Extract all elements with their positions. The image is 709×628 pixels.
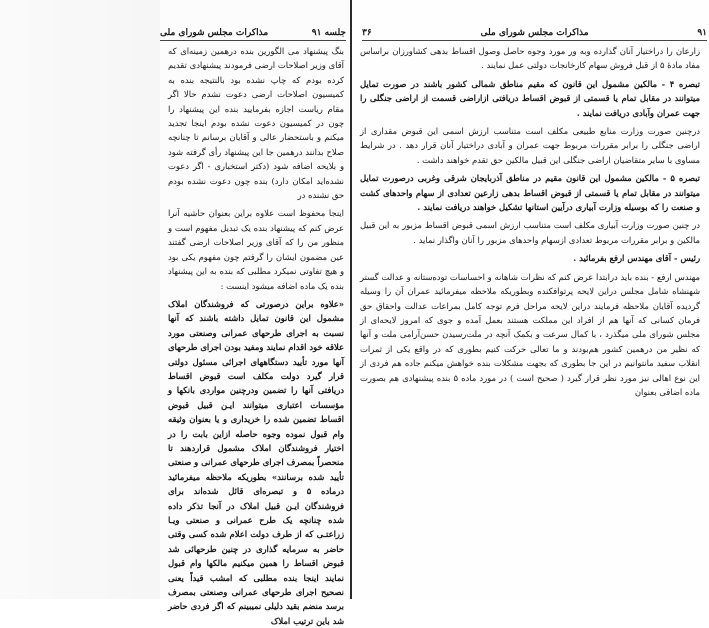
header-session: جلسه ۹۱ (311, 28, 346, 38)
header-title: مذاکرات مجلس شورای ملی (160, 28, 269, 38)
paragraph: بنگ پیشنهاد می الگورین بنده درهمین زمینه‌ای که آقای وزیر اصلاحات ارضی فرمودند پیشنهادی تقدیم کرده بودم که چاپ نشده بود بالنتیجه بنده به کمیسیون اصلاحات ارضی دعوت نشدم حالا اگر مقام ریاست اجازه بفرمایید بنده این پیشنهاد را چون در کمیسیون دعوت نشده بودم اینجا تجدید میکنم و باستحضار عالی و آقایان برسانم تا چنانچه صلاح بدانند درهمین جا این پیشنهاد رأی گرفته شود و بلایحه اضافه شود (دکتر استخباری - اگر دعوت نشده‌اید امکان دارد) بنده چون دعوت نشده بودم حق نشنده در (168, 46, 344, 201)
header-title: مذاکرات مجلس شورای ملی (480, 28, 589, 38)
speaker-line: رئیس - آقای مهندس ارفع بفرمائید . (573, 253, 700, 264)
header-page-number: ۳۶ (362, 28, 372, 38)
header-session: ۹۱ (697, 28, 707, 38)
header-rule (160, 40, 346, 41)
paragraph: اینجا محفوظ است علاوه براین بعنوان حاشیه آنرا عرض کنم که پیشنهاد بنده یک تبدیل مفهوم است و منظور من را که آقای وزیر اصلاحات ارضی گفتند عین مضمون ایشان را گرفتم چون مفهوم یکی بود و هیچ تفاوتی نمیکرد مطلبی که بنده به این پیشنهاد بنده یک ماده اضافه میشود اینست : (168, 208, 344, 291)
paragraph: در چنین صورت وزارت آبیاری مکلف است متناسب ارزش اسمی قبوض اقساط مزبور به این قبیل مالکین و برابر مقررات مربوط تعدادی ازسهام واحدهای مزبور را آنان واگذار نماید . (360, 220, 700, 245)
paragraph: «علاوه براین درصورتی که فروشندگان املاک مشمول این قانون تمایل داشته باشند که آنها نسبت به اجرای طرحهای عمرانی وصنعتی مورد علاقه خود اقدام نمایند ومفید بودن اجرای طرحهای آنها مورد تأیید دستگاههای اجرائی مسئول دولتی قرار گیرد دولت مکلف است قبوض اقساط دریافتی آنها را تضمین ودرچنین مواردی بانکها و مؤسسات اعتباری میتوانند ایـن قبیل قبوض اقساط تضمین شده را خریداری و یا بعنوان وثیقه وام قبول نموده وجوه حاصله ازاین بابت را در اختیار فروشندگان املاک مشمول قراردهند تا منحصراً بمصرف اجرای طرحهای عمرانی و صنعتی تأیید شده برسانند» بطوریکه ملاحظه میفرمائید درماده ۵ و تبصره‌ای قائل شده‌اند برای فروشندگان ایـن قبیل املاک در آنجا تذکر داده شده چنانچه یک طرح عمرانی و صنعتی ویـا زراعتـی که از طرف دولت اعلام شده کسی وقتی حاضر به سرمایه گذاری در چنین طرحهائی شد قبوض اقساط را همین میکنیم مالکها وام قبول نمایند اینجا بنده مطلبی که امشب قیداً یعنی نصحیح اجرای طرحهای عمرانی وصنعتی بمصرف برسد منضم بقید دلیلی نمیبینم که اگر فردی حاضر شد باین ترتیب املاک (167, 298, 344, 626)
blank-margin (0, 0, 160, 599)
note-4: تبصره ۴ - مالکین مشمول این قانون که مقیم مناطق شمالی کشور باشند در صورت تمایل میتوانند در مقابل تمام یا قسمتی از قبوض اقساط دریافتی ازاراضی قسمت از اراضی جنگلی را جهت عمران وآبادی دریافت نمایند . (360, 78, 700, 118)
note-5: تبصره ۵ - مالکین مشمول این قانون مقیم در مناطق آذربایجان شرقی وغربی درصورت تمایل میتوانند در مقابل تمام یا قسمتی از قبوض اقساط بدهی زارعین تعدادی از سهام واحدهای کشت و صنعت را که بوسیله وزارت آبیاری درآیین استانها تشکیل خواهند دریافت نمایند . (360, 173, 701, 213)
left-text-column (167, 44, 344, 626)
header-rule (362, 40, 707, 41)
right-text-column (360, 44, 700, 596)
paragraph: مهندس ارفع - بنده باید درابتدا عرض کنم که نظرات شاهانه و احساسات توده‌ستانه و عدالت گستر شهنشاه شامل مجلس دراین لایحه پرتوافکنده وبطوریکه ملاحظه میفرمائید عمران آن را وسیله گردیده آقایان ملاحظه فرمایند دراین لایحه مراحل فرم توجه کامل بمراعات عدالت واحقاق حق فرمان کسانی که آنها هم از افراد این مملکت هستند بعمل آمده و جوی که امروز لایحه‌ای از مجلس شورای ملی میگذرد ، با کمال سرعت و بکمک آنچه در ملت‌رسیدن حسن‌آرامی ملت و آنها که نظیر من درهمین کشور هم‌بودند و ما تعالی حرکت کنیم بطوری که در واقع یکی از ثمرات انقلاب سفید مانتوانیم در این جا بطوری که بجهت مشکلات بنده خواهش میکنم جاده هم فردی از این نوع اهالی نیز مورد نظر قرار گیرد ( صحیح است ) در مورد ماده ۵ بنده پیشنهادی هم بصورت ماده اضافی بعنوان (360, 271, 700, 397)
right-page-header (362, 28, 707, 38)
paragraph: درچنین صورت وزارت منابع طبیعی مکلف است متناسب ارزش اسمی این قبوض مقداری از اراضی جنگلی را برابر مقررات مربوط جهت عمران و آبادی دراختیار آنان قرار دهد . در شرایط مساوی با سایر متقاضیان اراضی جنگلی این قبیل مالکین حق تقدم خواهند داشت . (360, 126, 700, 165)
left-page (0, 0, 352, 626)
paragraph: زارعان را دراختیار آنان گذارده وبه ور مورد وجوه حاصل وصول اقساط بدهی کشاورزان براساس مفاد مادهٔ ۵ از قبل فروش سهام کارخانجات دولتی عمل نمایند . (360, 46, 700, 71)
right-page (352, 0, 709, 599)
left-page-header (160, 28, 346, 38)
